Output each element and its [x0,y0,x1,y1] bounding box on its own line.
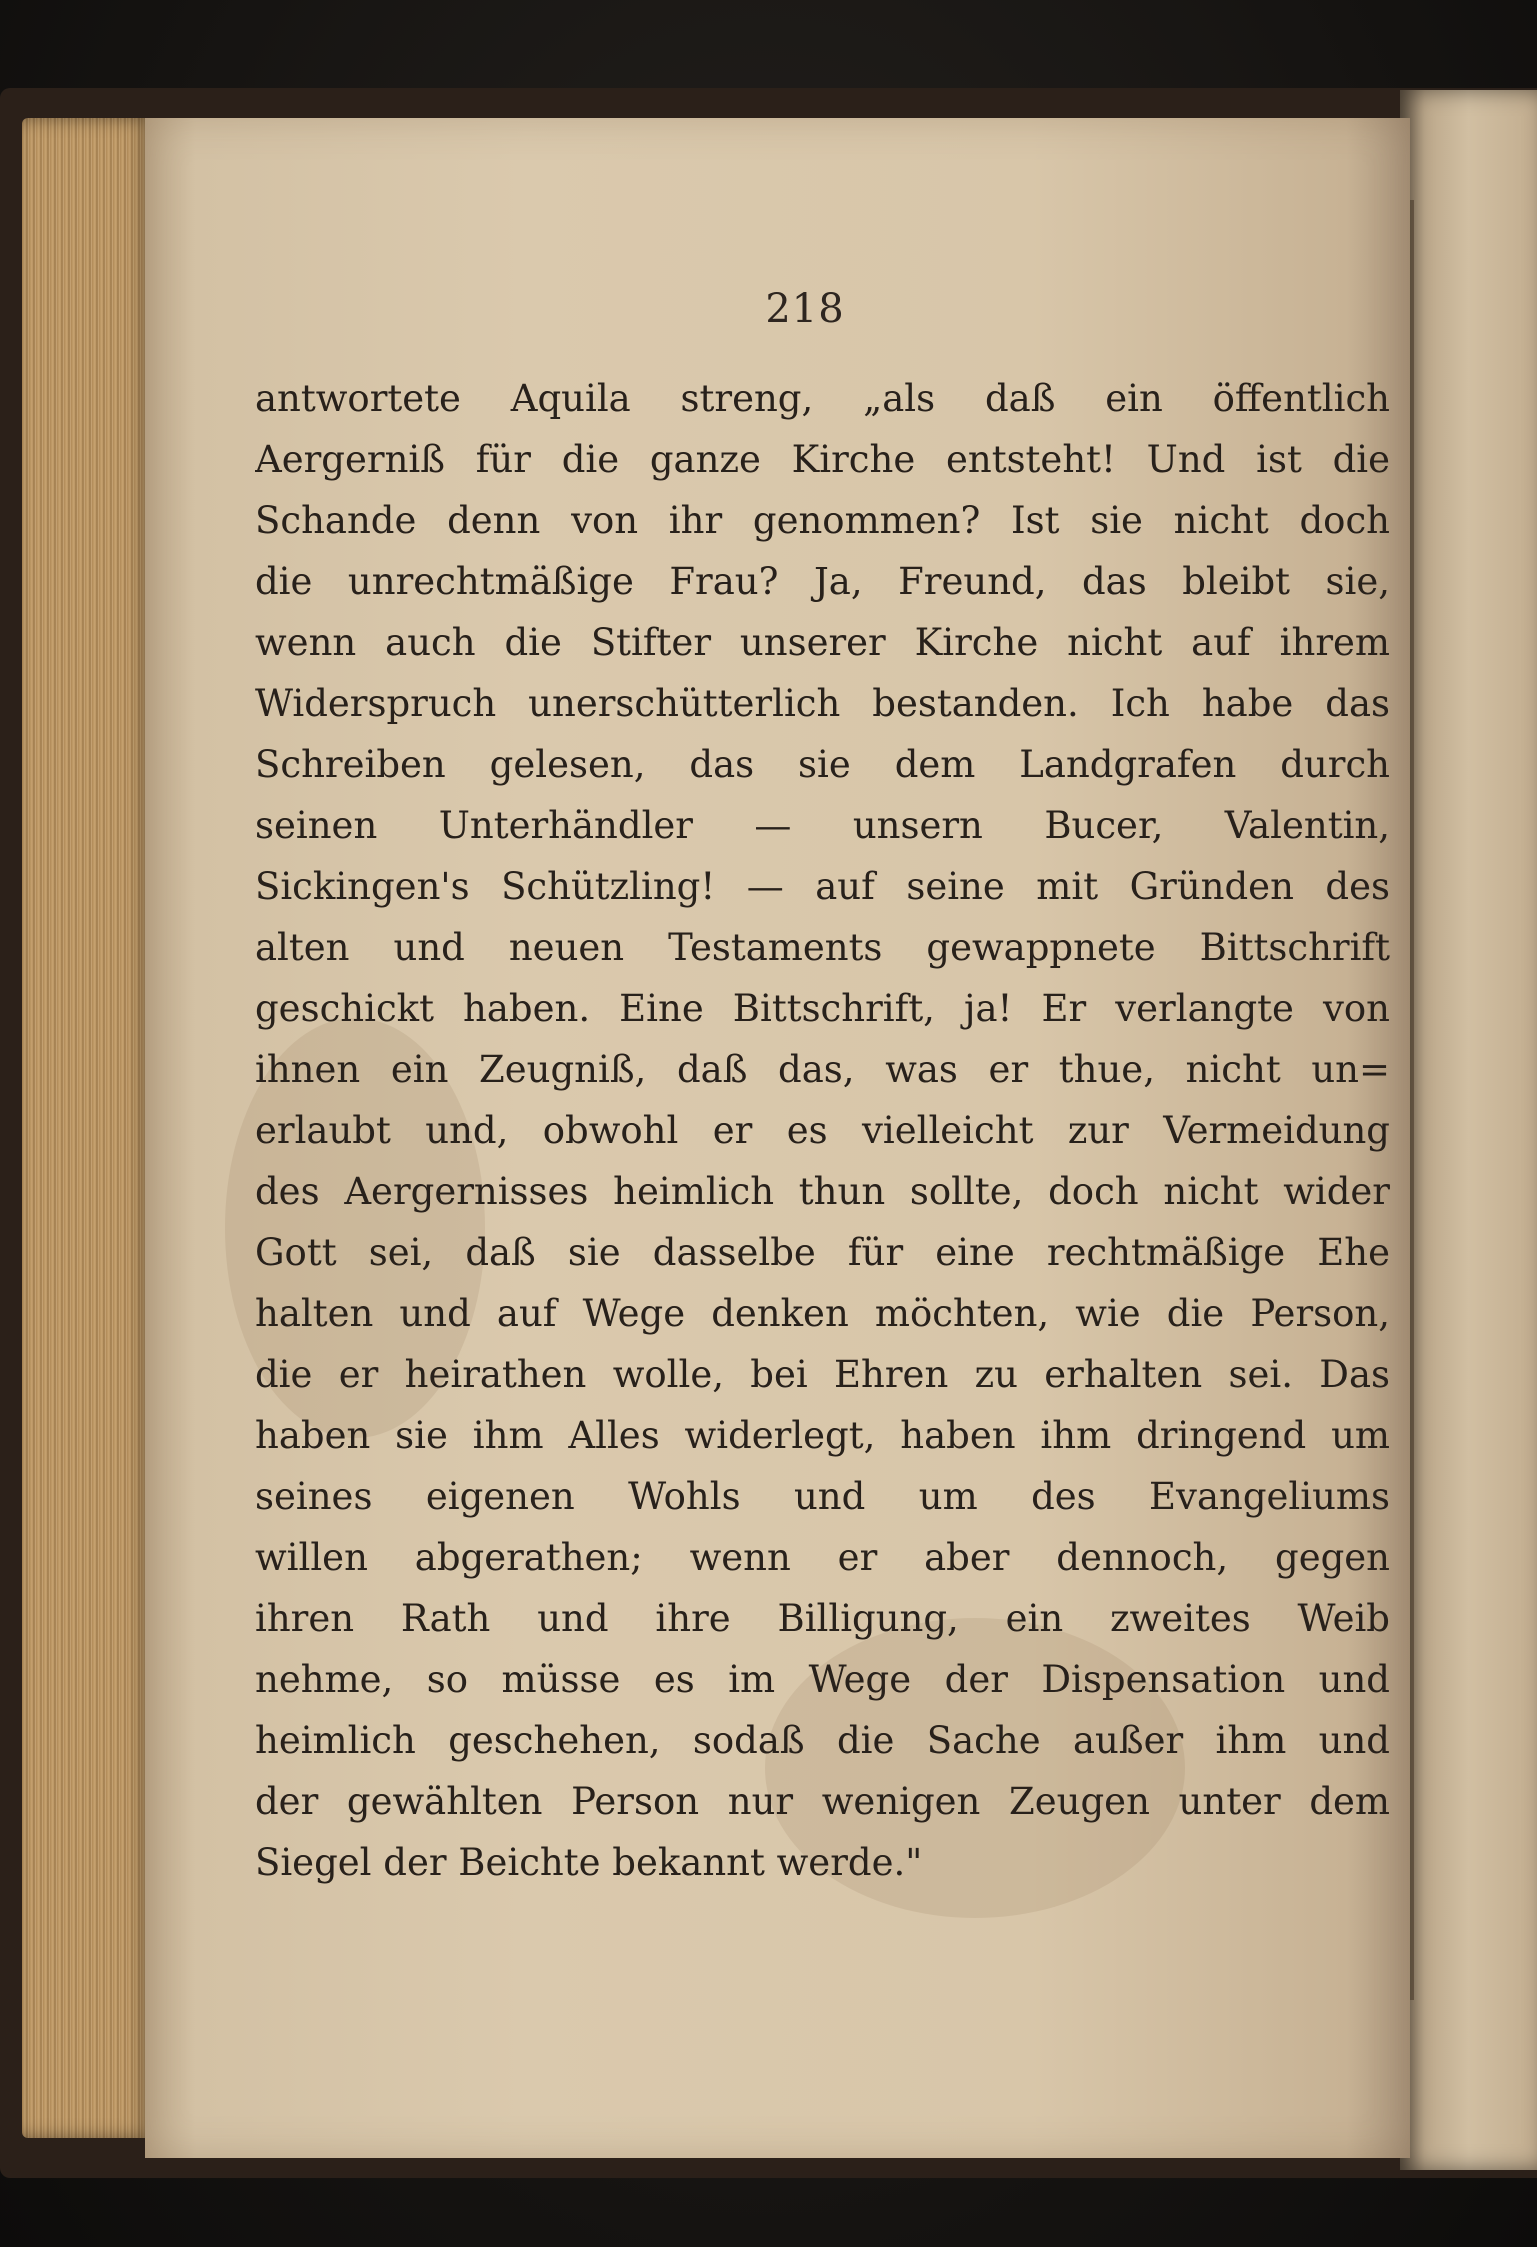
facing-page-fold [1410,200,1414,2000]
text-line: willen abgerathen; wenn er aber dennoch, gegen [255,1536,1390,1579]
page-text [255,368,1390,1893]
book-page [145,118,1410,2158]
text-line: seines eigenen Wohls und um des Evangeliums [255,1475,1390,1518]
text-line: des Aergernisses heimlich thun sollte, doch nicht wider [255,1170,1390,1213]
text-line: haben sie ihm Alles widerlegt, haben ihm dringend um [255,1414,1390,1457]
text-line: Siegel der Beichte bekannt werde." [255,1841,923,1884]
text-line: seinen Unterhändler — unsern Bucer, Valentin, [255,804,1390,847]
page-number: 218 [765,286,845,332]
text-line: heimlich geschehen, sodaß die Sache außer ihm und [255,1719,1390,1762]
page-edges [22,118,152,2138]
text-line: alten und neuen Testaments gewappnete Bittschrift [255,926,1390,969]
text-line: wenn auch die Stifter unserer Kirche nicht auf ihrem [255,621,1390,664]
text-line: Gott sei, daß sie dasselbe für eine rechtmäßige Ehe [255,1231,1390,1274]
text-line: Widerspruch unerschütterlich bestanden. Ich habe das [255,682,1390,725]
text-line: nehme, so müsse es im Wege der Dispensation und [255,1658,1390,1701]
text-line: erlaubt und, obwohl er es vielleicht zur Vermeidung [255,1109,1390,1152]
text-line: geschickt haben. Eine Bittschrift, ja! Er verlangte von [255,987,1390,1030]
text-line: ihnen ein Zeugniß, daß das, was er thue, nicht un= [255,1048,1390,1091]
text-line: der gewählten Person nur wenigen Zeugen unter dem [255,1780,1390,1823]
text-line: halten und auf Wege denken möchten, wie die Person, [255,1292,1390,1335]
text-line: antwortete Aquila streng, „als daß ein öffentlich [255,377,1390,420]
text-line: Schande denn von ihr genommen? Ist sie nicht doch [255,499,1390,542]
text-line: die unrechtmäßige Frau? Ja, Freund, das bleibt sie, [255,560,1390,603]
text-line: Aergerniß für die ganze Kirche entsteht! Und ist die [255,438,1390,481]
text-line: Sickingen's Schützling! — auf seine mit Gründen des [255,865,1390,908]
text-line: Schreiben gelesen, das sie dem Landgrafen durch [255,743,1390,786]
text-line: ihren Rath und ihre Billigung, ein zweites Weib [255,1597,1390,1640]
facing-page [1400,90,1537,2170]
text-line: die er heirathen wolle, bei Ehren zu erhalten sei. Das [255,1353,1390,1396]
